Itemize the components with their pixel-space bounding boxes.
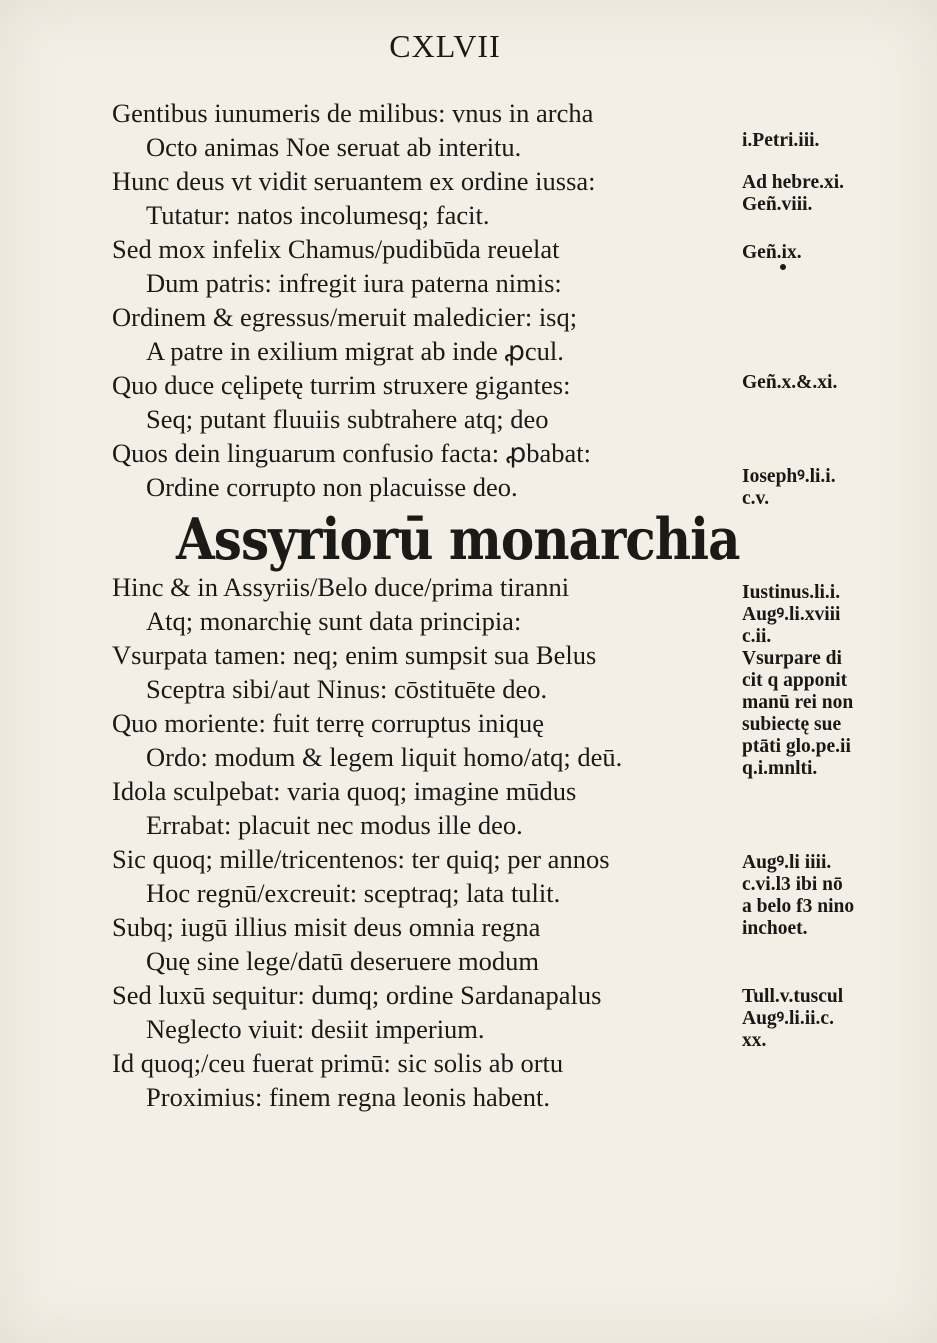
verse-line: Atq; monarchię sunt data principia: [146,606,522,636]
verse-line: Neglecto viuit: desiit imperium. [146,1014,485,1044]
verse-line: A patre in exilium migrat ab inde ꝓcul. [146,336,564,366]
verse-line: Hinc & in Assyriis/Belo duce/prima tiranni [112,572,570,602]
verse-line: Subq; iugū illius misit deus omnia regna [112,912,541,942]
verse-line: Ordo: modum & legem liquit homo/atq; deū. [146,742,623,772]
verse-line: Quę sine lege/datū deseruere modum [146,946,539,976]
verse-line: Quos dein linguarum confusio facta: ꝓbabat: [112,438,591,468]
verse-line: Sceptra sibi/aut Ninus: cōstituēte deo. [146,674,548,704]
verse-line: Hunc deus vt vidit seruantem ex ordine iussa: [112,166,596,196]
verse-line: Ordinem & egressus/meruit maledicier: isq; [112,302,578,332]
margin-note: Tull.v.tuscul Augꝰ.li.ii.c. xx. [742,986,844,1051]
verse-line: Sed luxū sequitur: dumq; ordine Sardanapalus [112,980,602,1010]
verse-line: Hoc regnū/excreuit: sceptraq; lata tulit. [146,878,561,908]
margin-note: Iosephꝰ.li.i. c.v. [742,466,836,509]
verse-line: Dum patris: infregit iura paterna nimis: [146,268,562,298]
marginal-dot [780,264,786,270]
verse-line: Octo animas Noe seruat ab interitu. [146,132,522,162]
verse-line: Sed mox infelix Chamus/pudibūda reuelat [112,234,560,264]
verse-line: Gentibus iunumeris de milibus: vnus in archa [112,98,594,128]
margin-note: Ad hebre.xi. Geñ.viii. [742,172,845,215]
margin-note: Iustinus.li.i. Augꝰ.li.xviii c.ii. Vsurpare di cit q apponit manū rei non subiectę sue ptāti glo.pe.ii q.i.mnlti. [742,582,854,779]
margin-note: Geñ.ix. [742,242,802,263]
verse-line: Proximius: finem regna leonis habent. [146,1082,551,1112]
folio-number: CXLVII [389,28,501,64]
verse-line: Quo moriente: fuit terrę corruptus iniquę [112,708,544,738]
margin-note: Augꝰ.li iiii. c.vi.l3 ibi nō a belo f3 nino inchoet. [742,852,855,939]
verse-line: Errabat: placuit nec modus ille deo. [146,810,523,840]
margin-note: i.Petri.iii. [742,130,820,151]
verse-line: Quo duce cęlipetę turrim struxere gigantes: [112,370,571,400]
margin-note: Geñ.x.&.xi. [742,372,838,393]
verse-line: Vsurpata tamen: neq; enim sumpsit sua Belus [112,640,597,670]
verse-line: Ordine corrupto non placuisse deo. [146,472,518,502]
verse-line: Seq; putant fluuiis subtrahere atq; deo [146,404,549,434]
verse-line: Id quoq;/ceu fuerat primū: sic solis ab ortu [112,1048,564,1078]
verse-line: Tutatur: natos incolumesq; facit. [146,200,490,230]
verse-line: Sic quoq; mille/tricentenos: ter quiq; per annos [112,844,610,874]
verse-line: Idola sculpebat: varia quoq; imagine mūdus [112,776,577,806]
section-heading: Assyriorū monarchia [176,505,740,573]
